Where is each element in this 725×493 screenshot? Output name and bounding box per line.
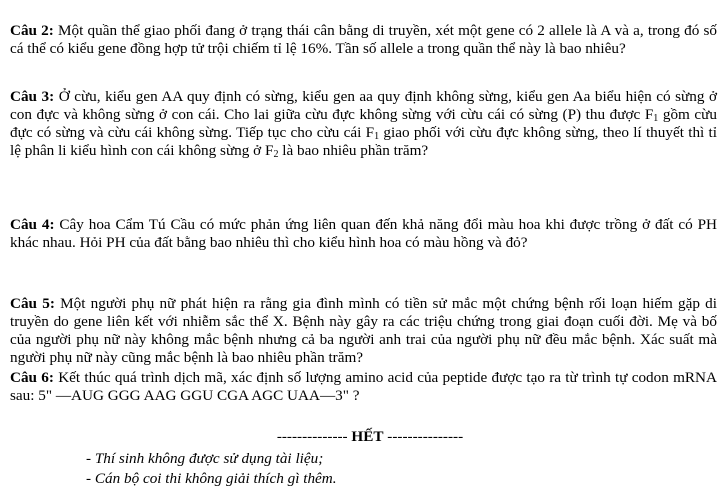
question-6-text: Kết thúc quá trình dịch mã, xác định số lượng amino acid của peptide được tạo ra từ trình tự codon mRNA sau: 5" —AUG GGG AAG GGU CGA AGC UAA—3" ? <box>10 369 717 404</box>
question-4-text: Cây hoa Cẩm Tú Cầu có mức phản ứng liên quan đến khả năng đổi màu hoa khi được trồng ở đất có PH khác nhau. Hỏi PH của đất bằng bao nhiêu thì cho kiểu hình hoa có màu hồng và đỏ? <box>10 216 717 251</box>
question-2 <box>10 22 717 58</box>
question-6-label: Câu 6: <box>10 369 54 386</box>
question-4-label: Câu 4: <box>10 216 55 233</box>
question-2-label: Câu 2: <box>10 22 54 39</box>
exam-notes <box>86 449 337 489</box>
question-3-text-c: giao phối với cừu đực không sừng, theo lí thuyết thì tỉ lệ phân li kiểu hình con cái không sừng ở F <box>10 124 717 159</box>
end-dashes-left: -------------- <box>276 428 352 445</box>
question-3 <box>10 88 717 160</box>
question-3-text-b: gồm cừu đực có sừng và cừu cái không sừng. Tiếp tục cho cừu cái F <box>10 106 717 141</box>
subscript-1: 1 <box>653 113 659 124</box>
note-item: - Thí sinh không được sử dụng tài liệu; <box>86 450 324 467</box>
question-3-text-d: là bao nhiêu phần trăm? <box>278 142 429 159</box>
question-5-label: Câu 5: <box>10 295 55 312</box>
question-5-text: Một người phụ nữ phát hiện ra rằng gia đình mình có tiền sử mắc một chứng bệnh rối loạn hiếm gặp di truyền do gene liên kết với nhiễm sắc thể X. Bệnh này gây ra các triệu chứng trong giai đoạn cuối đời. Mẹ và bố của người phụ nữ này không mắc bệnh nhưng cả ba người anh trai của người phụ nữ đều mắc bệnh. Xác suất mà người phụ nữ này cũng mắc bệnh là bao nhiêu phần trăm? <box>10 295 717 366</box>
note-item: - Cán bộ coi thi không giải thích gì thêm. <box>86 470 337 487</box>
subscript-2: 2 <box>273 149 279 160</box>
end-dashes-right: --------------- <box>383 428 464 445</box>
question-5 <box>10 295 717 367</box>
question-4 <box>10 216 717 252</box>
end-marker <box>0 428 725 446</box>
end-title: HẾT <box>351 428 384 445</box>
subscript-1b: 1 <box>374 131 380 142</box>
question-3-label: Câu 3: <box>10 88 55 105</box>
question-2-text: Một quần thể giao phối đang ở trạng thái cân bằng di truyền, xét một gene có 2 allele là A và a, trong đó số cá thể có kiểu gene đồng hợp tử trội chiếm tỉ lệ 16%. Tần số allele a trong quần thể này là bao nhiêu? <box>10 22 717 57</box>
question-6 <box>10 369 717 405</box>
question-3-text-a: Ở cừu, kiểu gen AA quy định có sừng, kiểu gen aa quy định không sừng, kiểu gen Aa biểu hiện có sừng ở con đực và không sừng ở con cái. Cho lai giữa cừu đực không sừng với cừu cái có sừng (P) thu được F <box>10 88 717 123</box>
